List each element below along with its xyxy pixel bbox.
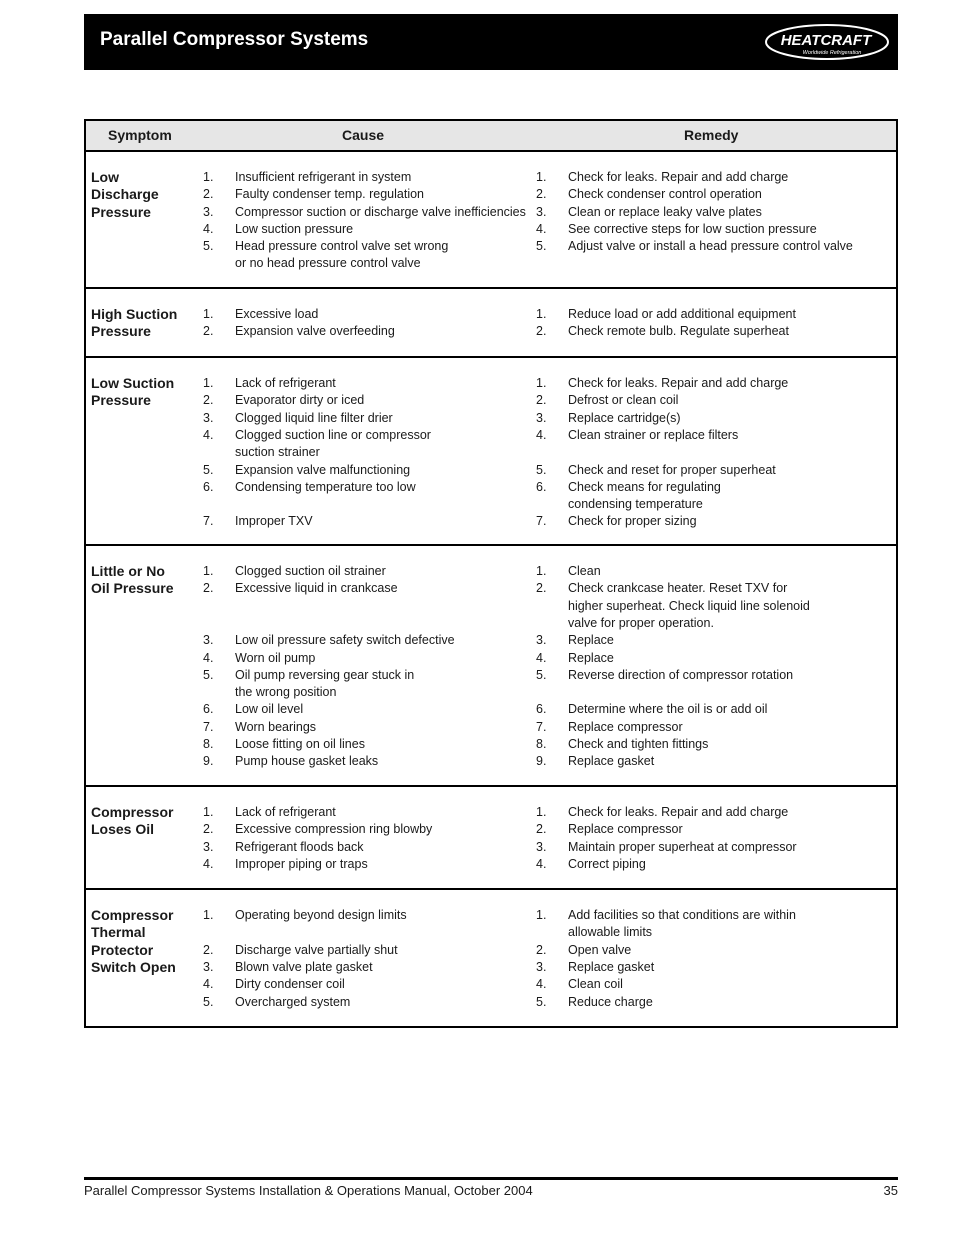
remedy-number: 5.: [536, 239, 547, 254]
cause-number: 4.: [203, 650, 214, 665]
remedy-text: [568, 632, 614, 649]
cause-number: 3.: [203, 204, 214, 219]
remedy-line: Defrost or clean coil: [568, 393, 679, 408]
remedy-line: Determine where the oil is or add oil: [568, 702, 768, 717]
remedy-line: higher superheat. Check liquid line solenoid: [568, 598, 810, 613]
cause-line: Blown valve plate gasket: [235, 959, 373, 974]
cause-number: 1.: [203, 908, 214, 922]
remedy-number: 4.: [536, 856, 547, 871]
symptom-line: Discharge: [91, 186, 159, 203]
remedy-number: 2.: [536, 822, 547, 837]
remedy-number: 2.: [536, 581, 547, 596]
remedy-line: Check for leaks. Repair and add charge: [568, 170, 789, 184]
remedy-number: 1.: [536, 805, 547, 819]
remedy-line: Replace: [568, 633, 614, 648]
cause-text: [235, 204, 526, 221]
cause-number: 2.: [203, 581, 214, 596]
symptom-line: Low Suction: [91, 375, 175, 391]
cause-text: [235, 462, 410, 479]
cause-line: Excessive compression ring blowby: [235, 822, 433, 837]
remedy-text: [568, 375, 788, 392]
remedy-line: Check crankcase heater. Reset TXV for: [568, 581, 788, 596]
table-header: [86, 121, 896, 152]
remedy-number: 1.: [536, 307, 547, 321]
cause-line: Faulty condenser temp. regulation: [235, 187, 424, 202]
cause-number: 3.: [203, 839, 214, 854]
footer-text: Parallel Compressor Systems Installation & Operations Manual, October 2004: [84, 1183, 533, 1198]
table-row: [86, 787, 896, 890]
footer-rule: [84, 1177, 898, 1180]
cause-line: the wrong position: [235, 685, 337, 700]
remedy-number: 6.: [536, 479, 547, 494]
cause-number: 5.: [203, 239, 214, 254]
remedy-text: [568, 667, 793, 684]
remedy-line: Check for leaks. Repair and add charge: [568, 376, 789, 390]
cause-line: or no head pressure control valve: [235, 256, 421, 271]
cause-number: 3.: [203, 959, 214, 974]
remedy-line: Reduce charge: [568, 994, 653, 1009]
remedy-number: 9.: [536, 754, 547, 769]
symptom-line: Thermal: [91, 924, 146, 941]
remedy-line: valve for proper operation.: [568, 615, 714, 630]
cause-line: Improper TXV: [235, 514, 313, 529]
remedy-text: [568, 221, 817, 238]
remedy-line: Replace gasket: [568, 754, 655, 769]
remedy-text: [568, 994, 653, 1011]
symptom-cell: [91, 375, 191, 410]
symptom-line: Compressor: [91, 907, 174, 923]
symptom-line: High Suction: [91, 306, 178, 322]
cause-number: 5.: [203, 667, 214, 682]
cause-line: Clogged suction oil strainer: [235, 564, 386, 578]
remedy-text: [568, 719, 683, 736]
cause-number: 2.: [203, 393, 214, 408]
cause-text: [235, 186, 424, 203]
cause-text: [235, 375, 336, 392]
remedy-line: Check for proper sizing: [568, 514, 697, 529]
remedy-number: 2.: [536, 324, 547, 339]
cause-text: [235, 856, 368, 873]
symptom-line: Switch Open: [91, 958, 176, 975]
remedy-line: Add facilities so that conditions are within: [568, 908, 796, 922]
remedy-line: Open valve: [568, 942, 632, 957]
cause-text: [235, 821, 432, 838]
cause-line: Excessive liquid in crankcase: [235, 581, 398, 596]
remedy-number: 4.: [536, 427, 547, 442]
cause-line: Evaporator dirty or iced: [235, 393, 365, 408]
cause-number: 2.: [203, 942, 214, 957]
symptom-line: Low: [91, 169, 119, 185]
cause-line: Head pressure control valve set wrong: [235, 239, 449, 254]
cause-line: Lack of refrigerant: [235, 376, 336, 390]
cause-number: 7.: [203, 514, 214, 529]
symptom-line: Oil Pressure: [91, 580, 174, 597]
cause-line: Low oil pressure safety switch defective: [235, 633, 455, 648]
remedy-text: [568, 238, 853, 255]
page-number: 35: [883, 1183, 898, 1198]
cause-text: [235, 959, 373, 976]
cause-text: [235, 942, 398, 959]
cause-number: 1.: [203, 170, 214, 184]
remedy-text: [568, 821, 683, 838]
cause-text: [235, 650, 315, 667]
header-remedy: Remedy: [684, 127, 739, 143]
remedy-text: [568, 942, 631, 959]
cause-number: 4.: [203, 221, 214, 236]
remedy-line: Replace: [568, 650, 614, 665]
logo-subtext: Worldwide Refrigeration: [802, 50, 862, 56]
remedy-text: [568, 479, 721, 514]
cause-line: suction strainer: [235, 445, 320, 460]
remedy-number: 3.: [536, 410, 547, 425]
cause-line: Dirty condenser coil: [235, 977, 345, 992]
symptom-cell: [91, 563, 191, 598]
cause-text: [235, 753, 378, 770]
cause-line: Clogged liquid line filter drier: [235, 410, 393, 425]
remedy-number: 2.: [536, 187, 547, 202]
cause-text: [235, 719, 316, 736]
cause-text: [235, 392, 364, 409]
remedy-line: Check means for regulating: [568, 479, 721, 494]
remedy-line: condensing temperature: [568, 497, 703, 512]
cause-text: [235, 427, 431, 462]
cause-text: [235, 306, 318, 323]
cause-line: Oil pump reversing gear stuck in: [235, 667, 415, 682]
symptom-cell: [91, 169, 191, 221]
remedy-line: Check and tighten fittings: [568, 737, 709, 751]
symptom-line: Loses Oil: [91, 821, 155, 838]
cause-text: [235, 976, 345, 993]
remedy-line: Clean coil: [568, 977, 623, 992]
symptom-cell: [91, 804, 191, 839]
cause-number: 1.: [203, 376, 214, 390]
remedy-number: 1.: [536, 376, 547, 390]
cause-text: [235, 563, 386, 580]
remedy-text: [568, 513, 697, 530]
remedy-text: [568, 323, 789, 340]
cause-line: Low suction pressure: [235, 221, 354, 236]
remedy-text: [568, 563, 601, 580]
cause-line: Refrigerant floods back: [235, 839, 364, 854]
remedy-text: [568, 204, 762, 221]
remedy-line: Check for leaks. Repair and add charge: [568, 805, 789, 819]
remedy-number: 3.: [536, 839, 547, 854]
remedy-text: [568, 427, 738, 444]
remedy-number: 8.: [536, 737, 547, 751]
remedy-text: [568, 856, 646, 873]
remedy-number: 2.: [536, 942, 547, 957]
cause-text: [235, 907, 407, 924]
cause-text: [235, 410, 393, 427]
remedy-text: [568, 650, 614, 667]
remedy-text: [568, 959, 654, 976]
cause-line: Operating beyond design limits: [235, 908, 407, 922]
remedy-text: [568, 753, 654, 770]
cause-line: Discharge valve partially shut: [235, 942, 398, 957]
remedy-line: Check and reset for proper superheat: [568, 462, 776, 477]
troubleshooting-table: [84, 119, 898, 1028]
cause-number: 7.: [203, 719, 214, 734]
cause-number: 4.: [203, 427, 214, 442]
remedy-text: [568, 392, 678, 409]
remedy-number: 3.: [536, 633, 547, 648]
symptom-line: Compressor: [91, 804, 174, 820]
cause-number: 6.: [203, 479, 214, 494]
cause-text: [235, 323, 395, 340]
remedy-number: 5.: [536, 462, 547, 477]
remedy-text: [568, 839, 797, 856]
symptom-line: Pressure: [91, 203, 151, 220]
cause-text: [235, 479, 416, 496]
cause-text: [235, 632, 455, 649]
symptom-line: Pressure: [91, 323, 151, 340]
cause-text: [235, 804, 336, 821]
remedy-number: 4.: [536, 221, 547, 236]
table-row: [86, 152, 896, 289]
remedy-text: [568, 580, 810, 632]
cause-text: [235, 513, 313, 530]
cause-text: [235, 839, 364, 856]
table-row: [86, 358, 896, 546]
cause-line: Worn bearings: [235, 719, 317, 734]
page-header: [84, 14, 898, 70]
remedy-number: 2.: [536, 393, 547, 408]
remedy-line: Reduce load or add additional equipment: [568, 307, 796, 321]
remedy-text: [568, 169, 788, 186]
remedy-text: [568, 976, 623, 993]
cause-number: 1.: [203, 805, 214, 819]
cause-line: Pump house gasket leaks: [235, 754, 379, 769]
cause-number: 8.: [203, 737, 214, 751]
remedy-text: [568, 804, 788, 821]
remedy-line: Check condenser control operation: [568, 187, 762, 202]
remedy-line: Reverse direction of compressor rotation: [568, 667, 794, 682]
cause-number: 2.: [203, 187, 214, 202]
remedy-number: 1.: [536, 170, 547, 184]
heatcraft-logo: [764, 23, 890, 61]
symptom-line: Protector: [91, 941, 154, 958]
cause-line: Excessive load: [235, 307, 319, 321]
cause-number: 3.: [203, 410, 214, 425]
cause-text: [235, 701, 303, 718]
cause-number: 2.: [203, 822, 214, 837]
cause-number: 2.: [203, 324, 214, 339]
cause-line: Compressor suction or discharge valve inefficiencies: [235, 204, 526, 219]
cause-text: [235, 667, 414, 702]
remedy-line: See corrective steps for low suction pressure: [568, 221, 817, 236]
remedy-line: Replace cartridge(s): [568, 410, 681, 425]
remedy-number: 3.: [536, 959, 547, 974]
cause-number: 5.: [203, 462, 214, 477]
cause-number: 4.: [203, 977, 214, 992]
cause-text: [235, 238, 448, 273]
cause-number: 6.: [203, 702, 214, 717]
remedy-line: Replace gasket: [568, 959, 655, 974]
symptom-cell: [91, 907, 191, 976]
header-title: Parallel Compressor Systems: [100, 29, 369, 50]
remedy-text: [568, 736, 708, 753]
cause-line: Lack of refrigerant: [235, 805, 336, 819]
cause-line: Loose fitting on oil lines: [235, 737, 365, 751]
cause-line: Expansion valve overfeeding: [235, 324, 395, 339]
remedy-line: Maintain proper superheat at compressor: [568, 839, 797, 854]
remedy-number: 1.: [536, 564, 547, 578]
remedy-line: Replace compressor: [568, 822, 683, 837]
cause-text: [235, 736, 365, 753]
remedy-text: [568, 410, 681, 427]
remedy-number: 4.: [536, 650, 547, 665]
cause-text: [235, 169, 411, 186]
cause-text: [235, 994, 350, 1011]
cause-number: 9.: [203, 754, 214, 769]
cause-text: [235, 221, 353, 238]
remedy-line: Check remote bulb. Regulate superheat: [568, 324, 789, 339]
cause-line: Insufficient refrigerant in system: [235, 170, 412, 184]
table-row: [86, 546, 896, 787]
table-row: [86, 890, 896, 1026]
remedy-line: Correct piping: [568, 856, 646, 871]
cause-number: 4.: [203, 856, 214, 871]
cause-line: Expansion valve malfunctioning: [235, 462, 411, 477]
remedy-text: [568, 907, 796, 942]
cause-line: Low oil level: [235, 702, 304, 717]
table-body: [86, 152, 896, 1026]
remedy-text: [568, 701, 767, 718]
cause-line: Improper piping or traps: [235, 856, 368, 871]
cause-line: Overcharged system: [235, 994, 351, 1009]
cause-number: 5.: [203, 994, 214, 1009]
remedy-number: 4.: [536, 977, 547, 992]
remedy-number: 5.: [536, 667, 547, 682]
remedy-line: Clean: [568, 564, 601, 578]
cause-line: Clogged suction line or compressor: [235, 427, 431, 442]
symptom-cell: [91, 306, 191, 341]
cause-number: 3.: [203, 633, 214, 648]
header-symptom: Symptom: [108, 127, 172, 143]
remedy-number: 5.: [536, 994, 547, 1009]
remedy-number: 1.: [536, 908, 547, 922]
symptom-line: Little or No: [91, 563, 165, 579]
remedy-text: [568, 186, 762, 203]
remedy-number: 7.: [536, 719, 547, 734]
remedy-number: 6.: [536, 702, 547, 717]
logo-text: HEATCRAFT: [780, 32, 872, 49]
remedy-line: Replace compressor: [568, 719, 683, 734]
cause-number: 1.: [203, 307, 214, 321]
remedy-line: Adjust valve or install a head pressure control valve: [568, 239, 853, 254]
cause-line: Worn oil pump: [235, 650, 316, 665]
cause-text: [235, 580, 398, 597]
cause-line: Condensing temperature too low: [235, 479, 416, 494]
remedy-line: Clean strainer or replace filters: [568, 427, 739, 442]
remedy-number: 7.: [536, 514, 547, 529]
table-row: [86, 289, 896, 358]
remedy-number: 3.: [536, 204, 547, 219]
remedy-text: [568, 306, 796, 323]
header-cause: Cause: [342, 127, 385, 143]
symptom-line: Pressure: [91, 392, 151, 409]
remedy-text: [568, 462, 776, 479]
remedy-line: Clean or replace leaky valve plates: [568, 204, 762, 219]
remedy-line: allowable limits: [568, 925, 653, 940]
cause-number: 1.: [203, 564, 214, 578]
